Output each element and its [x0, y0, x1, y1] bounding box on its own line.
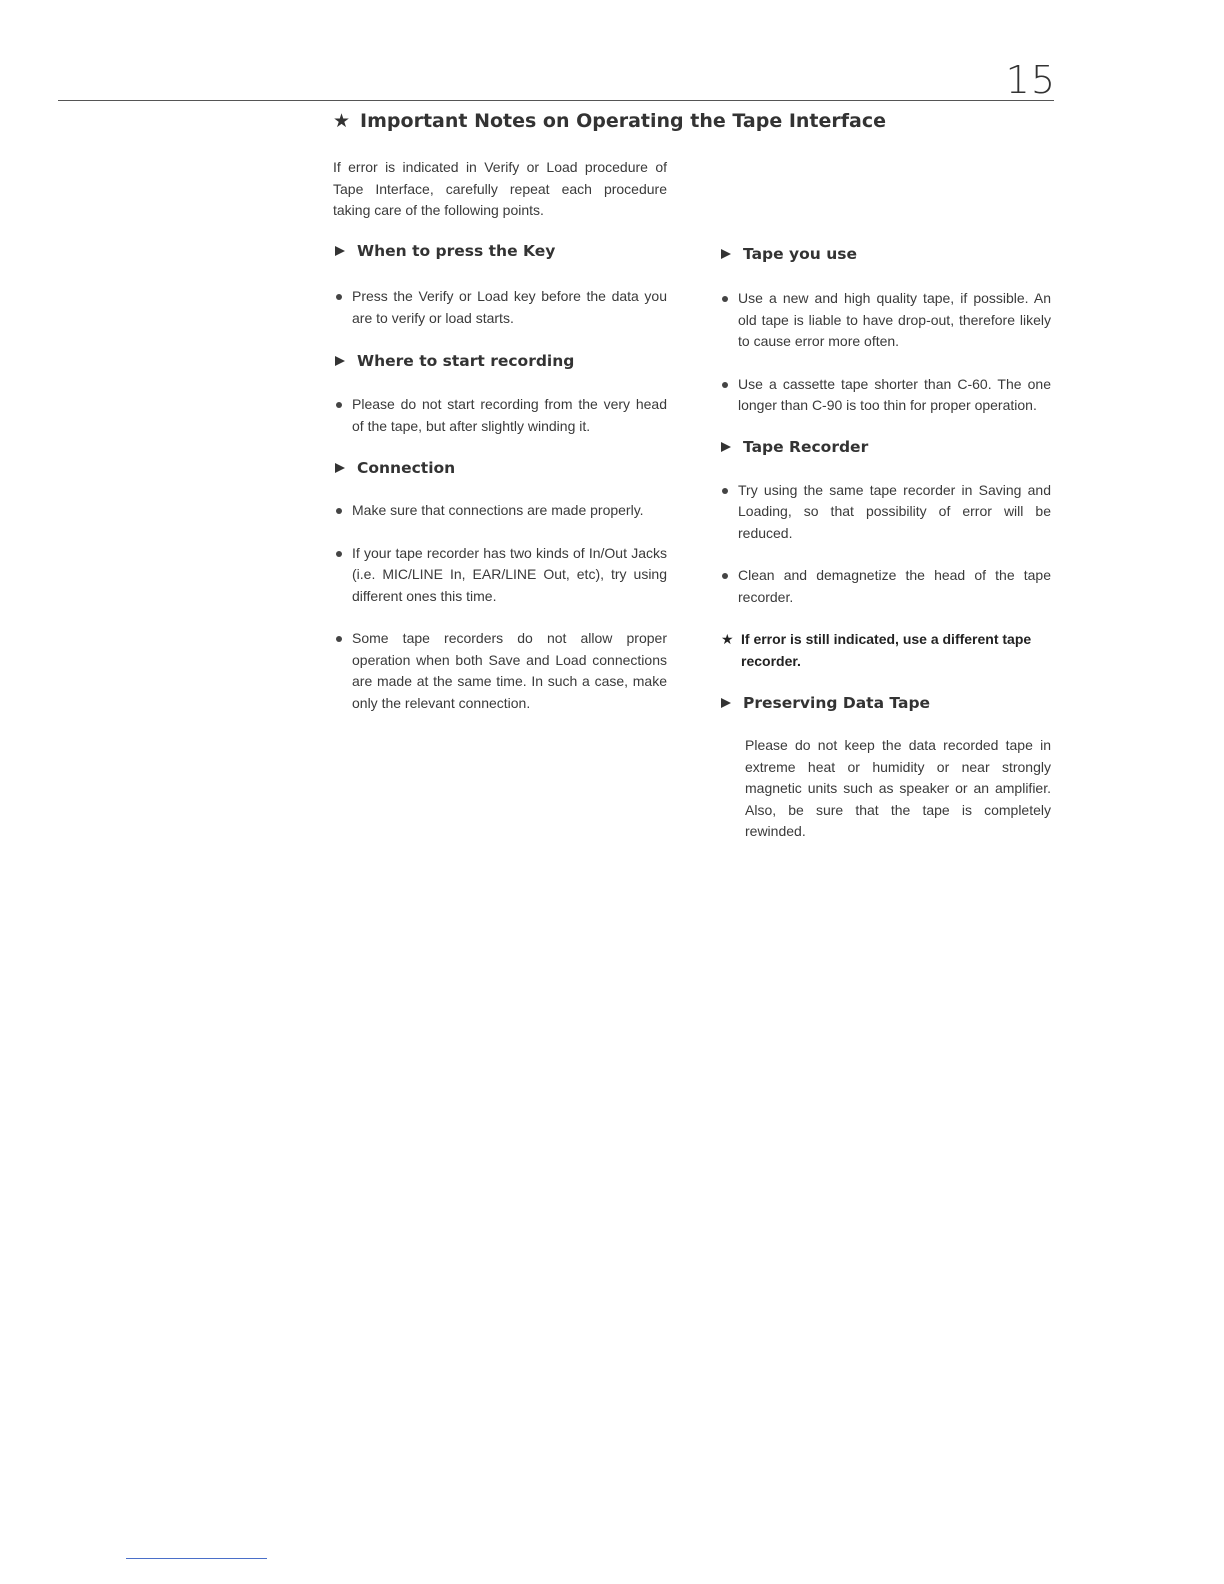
- section-heading-text: Tape you use: [743, 245, 857, 263]
- triangle-bullet-icon: [721, 698, 731, 708]
- preserving-paragraph: Please do not keep the data recorded tape in extreme heat or humidity or near strongly magnetic units such as speaker or an amplifier. Also, be sure that the tape is completely rewinded.: [745, 737, 1051, 839]
- triangle-bullet-icon: [721, 442, 731, 452]
- triangle-bullet-icon: [721, 249, 731, 259]
- star-icon: ★: [333, 110, 351, 132]
- page-title-text: Important Notes on Operating the Tape Interface: [360, 110, 886, 132]
- bullet-list: [333, 500, 667, 714]
- section-heading: [719, 436, 1051, 458]
- section-heading-text: Tape Recorder: [743, 437, 869, 456]
- list-item: Press the Verify or Load key before the data you are to verify or load starts.: [333, 286, 667, 329]
- list-item: If your tape recorder has two kinds of In/Out Jacks (i.e. MIC/LINE In, EAR/LINE Out, etc), try using different ones this time.: [333, 543, 667, 608]
- section-heading: [333, 240, 667, 262]
- header-rule: [58, 100, 1054, 101]
- triangle-bullet-icon: [335, 463, 345, 473]
- left-column: [333, 240, 667, 714]
- section-heading: [333, 457, 667, 479]
- triangle-bullet-icon: [335, 356, 345, 366]
- section-heading-text: Connection: [357, 459, 456, 477]
- triangle-bullet-icon: [335, 246, 345, 256]
- bullet-list: [333, 286, 667, 329]
- section-heading-text: When to press the Key: [357, 242, 556, 260]
- important-note: [719, 629, 1051, 672]
- list-item: Some tape recorders do not allow proper operation when both Save and Load connections are made at the same time. In such a case, make only the relevant connection.: [333, 628, 667, 714]
- right-column: [719, 240, 1051, 843]
- star-icon: ★: [721, 631, 734, 647]
- list-item: Clean and demagnetize the head of the tape recorder.: [719, 565, 1051, 608]
- footer-rule: [126, 1558, 267, 1559]
- section-heading-text: Preserving Data Tape: [743, 694, 931, 712]
- intro-paragraph: If error is indicated in Verify or Load procedure of Tape Interface, carefully repeat each procedure taking care of the following points.: [333, 159, 667, 218]
- section-heading-text: Where to start recording: [357, 352, 575, 370]
- bullet-list: [333, 394, 667, 437]
- list-item: Please do not start recording from the very head of the tape, but after slightly winding it.: [333, 394, 667, 437]
- list-item: Make sure that connections are made properly.: [333, 500, 667, 522]
- list-item: Try using the same tape recorder in Saving and Loading, so that possibility of error will be reduced.: [719, 480, 1051, 545]
- section-heading: [719, 243, 1051, 265]
- section-heading: [719, 692, 1051, 714]
- bullet-list: [719, 480, 1051, 609]
- section-heading: [333, 350, 667, 372]
- list-item: Use a new and high quality tape, if possible. An old tape is liable to have drop-out, therefore likely to cause error more often.: [719, 288, 1051, 353]
- bullet-list: [719, 288, 1051, 417]
- page-title: [333, 110, 886, 132]
- list-item: Use a cassette tape shorter than C-60. The one longer than C-90 is too thin for proper operation.: [719, 374, 1051, 417]
- important-note-text: If error is still indicated, use a different tape recorder.: [741, 631, 1032, 669]
- page-number: 15: [1005, 58, 1056, 102]
